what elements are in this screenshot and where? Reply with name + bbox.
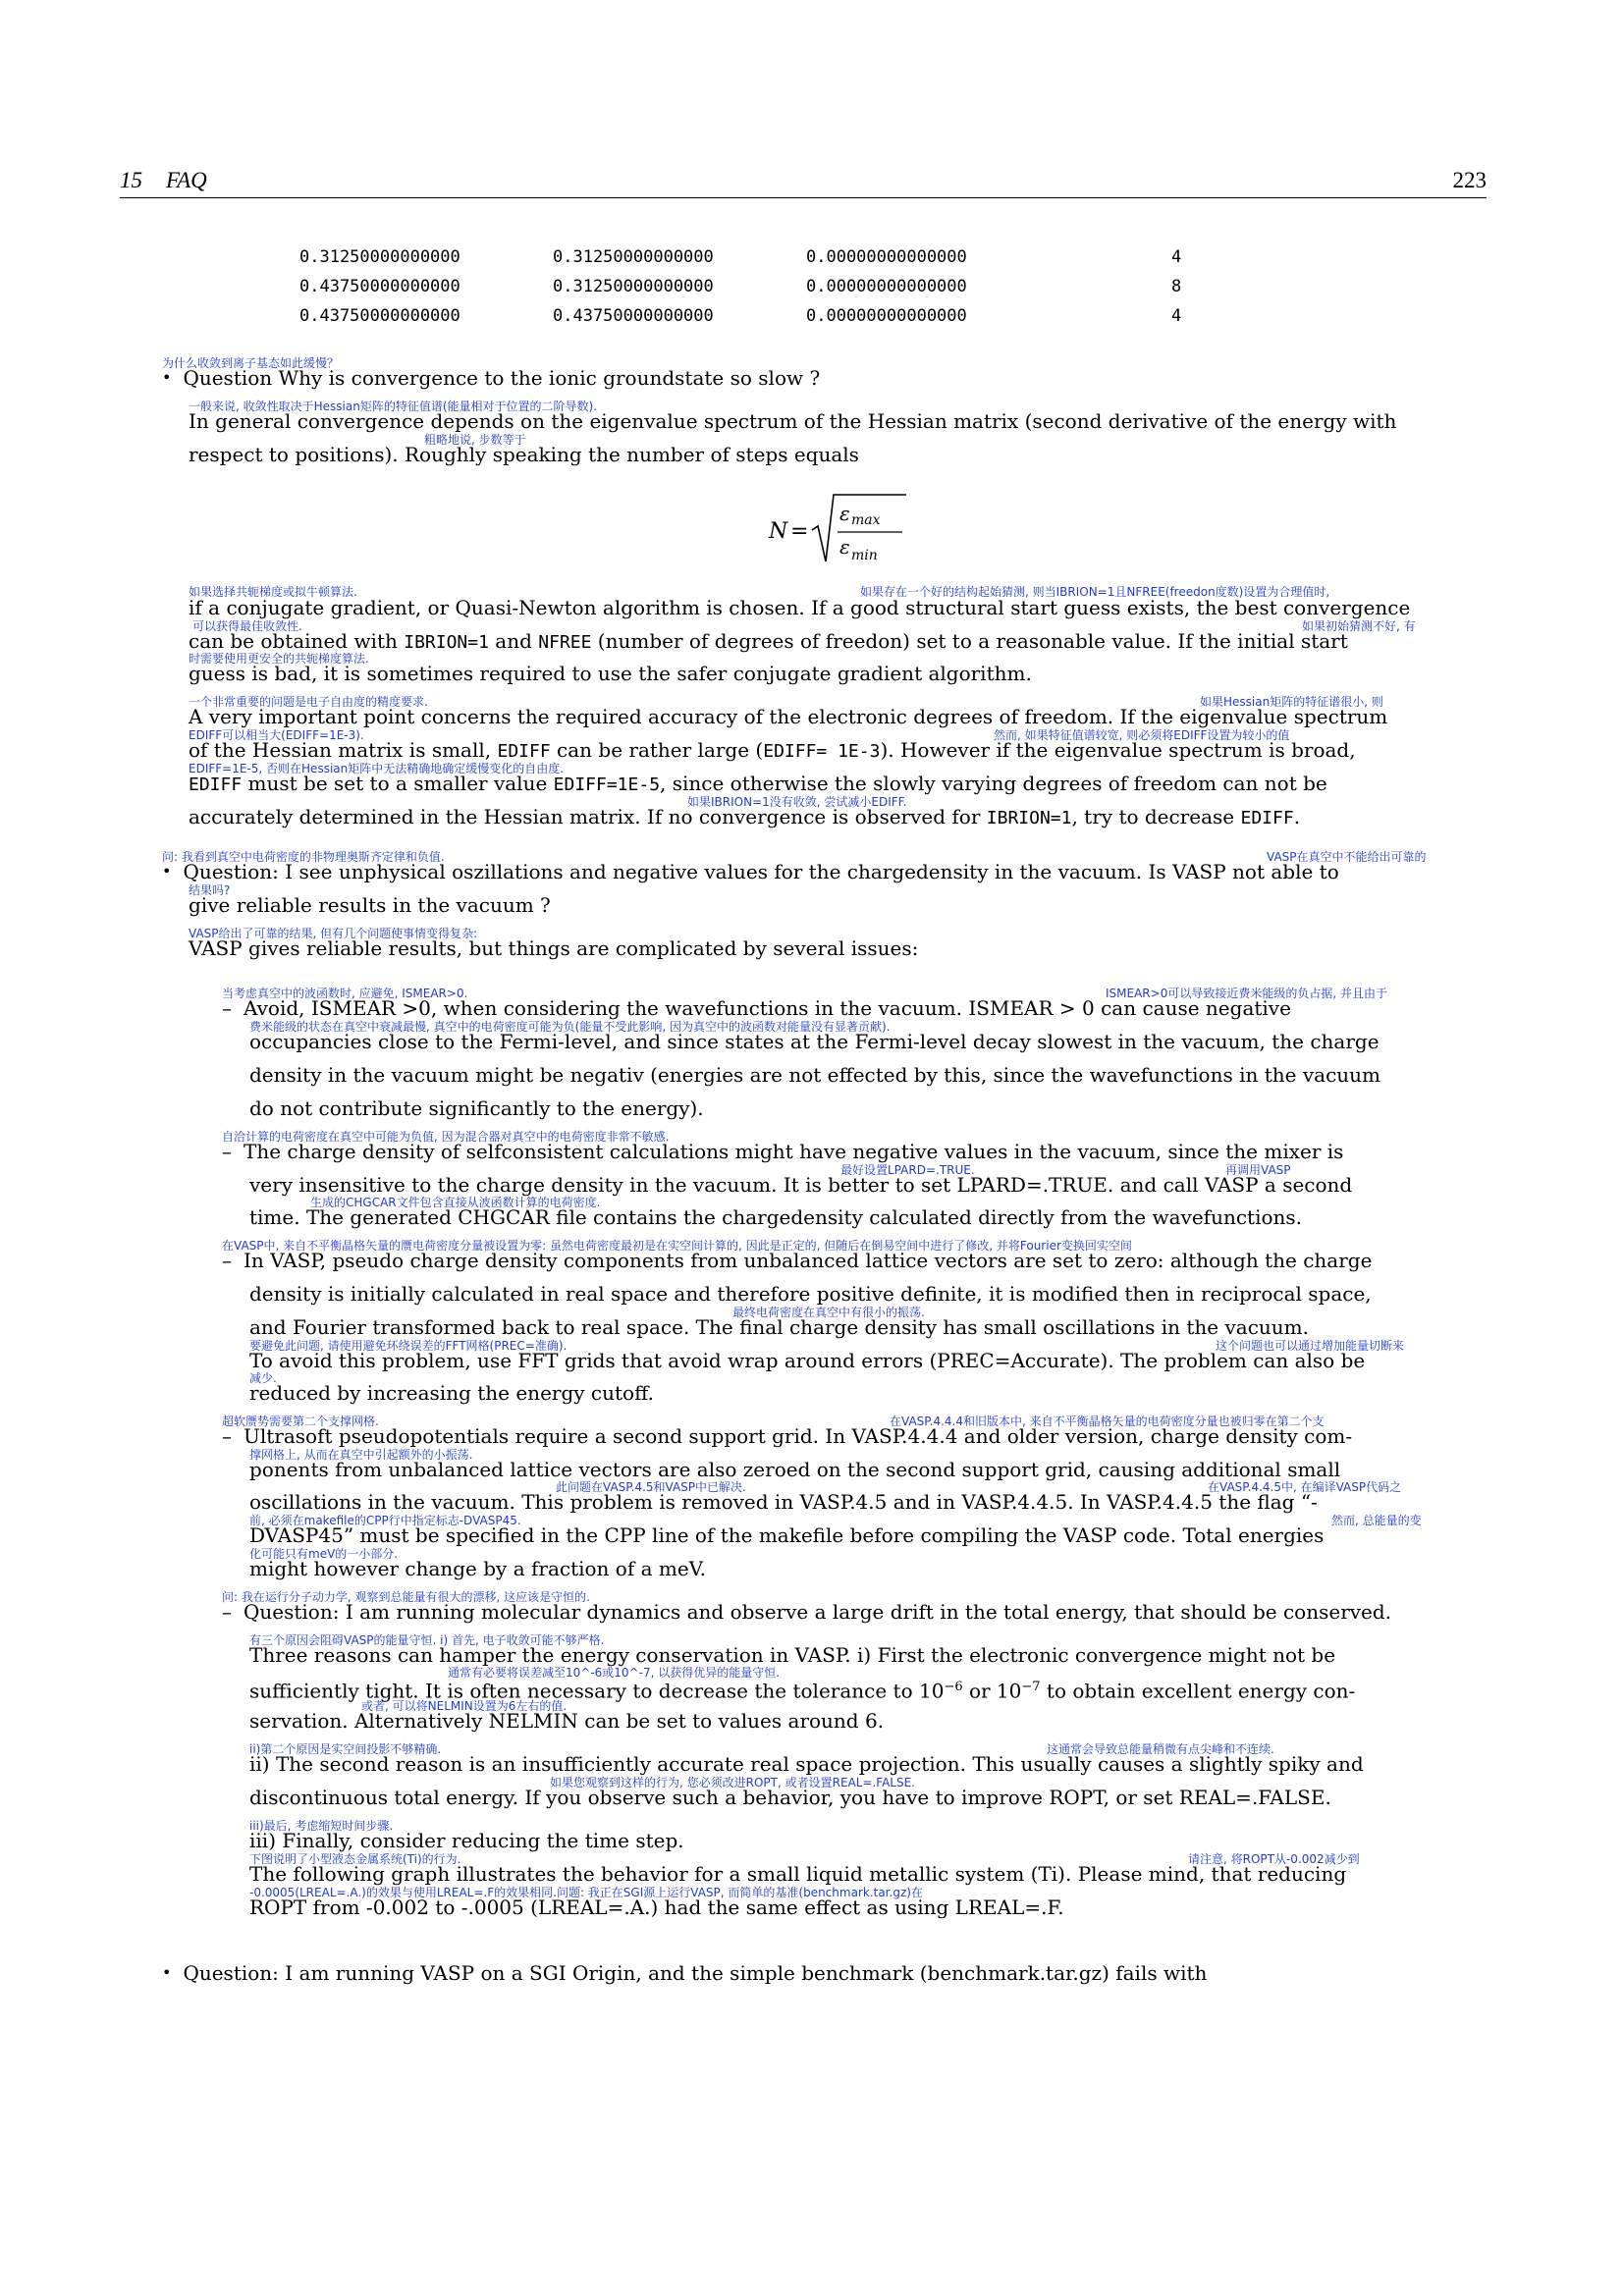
text-run: or 10 bbox=[962, 1679, 1022, 1703]
section-title: FAQ bbox=[166, 168, 207, 192]
cn-annotation: 一般来说, 收敛性取决于Hessian矩阵的特征值谱(能量相对于位置的二阶导数). bbox=[189, 400, 598, 413]
kpoint-cell: 0.43750000000000 bbox=[299, 277, 460, 296]
text-run: (number of degrees of freedon) set to a reasonable value. If the initial start bbox=[591, 629, 1348, 653]
code-run: EDIFF bbox=[1240, 808, 1294, 828]
cn-annotation: 费米能级的状态在真空中衰减最慢, 真空中的电荷密度可能为负(能量不受此影响, 因为真空中的波函数对能量没有显著贡献). bbox=[249, 1020, 891, 1034]
code-run: EDIFF=1E-5 bbox=[553, 774, 661, 795]
text-line: respect to positions). Roughly speaking the number of steps equals bbox=[189, 443, 859, 466]
question-2-text: Question: I see unphysical oszillations and negative values for the chargedensity in the vacuum. Is VASP not able to bbox=[183, 860, 1339, 883]
text-line: guess is bad, it is sometimes required to use the safer conjugate gradient algorithm. bbox=[189, 662, 1032, 685]
formula-den-sub: min bbox=[851, 548, 878, 563]
code-run: EDIFF bbox=[189, 774, 243, 795]
dash-item bbox=[222, 1600, 1391, 1624]
text-line: ii) The second reason is an insufficiently accurate real space projection. This usually causes a slightly spiky and bbox=[249, 1752, 1364, 1776]
text-line: occupancies close to the Fermi-level, and since states at the Fermi-level decay slowest in the vacuum, the charge bbox=[249, 1030, 1380, 1053]
text-line: density in the vacuum might be negativ (energies are not effected by this, since the wavefunctions in the vacuum bbox=[249, 1063, 1380, 1087]
kpoint-cell: 0.00000000000000 bbox=[806, 277, 967, 296]
code-run: EDIFF= 1E-3 bbox=[763, 741, 881, 762]
section-number: 15 bbox=[120, 168, 142, 192]
text-line: Three reasons can hamper the energy conservation in VASP. i) First the electronic convergence might not be bbox=[249, 1643, 1336, 1667]
code-run: NFREE bbox=[538, 632, 592, 653]
cn-annotation: 这个问题也可以通过增加能量切断来 bbox=[1216, 1339, 1405, 1353]
text-line: In general convergence depends on the eigenvalue spectrum of the Hessian matrix (second derivative of the energy with bbox=[189, 409, 1397, 433]
cn-annotation: 撑网格上, 从而在真空中引起额外的小振荡. bbox=[249, 1448, 473, 1462]
bullet: • bbox=[162, 862, 172, 881]
text-run: and bbox=[488, 629, 539, 653]
kpoint-weight: 8 bbox=[1171, 277, 1182, 296]
question-3-text: Question: I am running VASP on a SGI Origin, and the simple benchmark (benchmark.tar.gz) fails with bbox=[183, 1961, 1208, 1985]
cn-annotation: 如果您观察到这样的行为, 您必须改进ROPT, 或者设置REAL=.FALSE. bbox=[550, 1776, 916, 1789]
kpoint-weight: 4 bbox=[1171, 247, 1182, 267]
question-3 bbox=[162, 1961, 1207, 1987]
text-run: can be rather large ( bbox=[550, 738, 764, 762]
text-line: time. The generated CHGCAR file contains the chargedensity calculated directly from the wavefunctions. bbox=[249, 1205, 1303, 1229]
cn-annotation: 时需要使用更安全的共轭梯度算法. bbox=[189, 652, 369, 666]
code-run: EDIFF bbox=[497, 741, 551, 762]
dash-marker: – bbox=[222, 996, 232, 1020]
text-line: and Fourier transformed back to real space. The final charge density has small oscillations in the vacuum. bbox=[249, 1315, 1309, 1339]
text-line: might however change by a fraction of a meV. bbox=[249, 1557, 706, 1580]
cn-annotation: 前, 必须在makefile的CPP行中指定标志-DVASP45. bbox=[249, 1514, 521, 1527]
cn-annotation: 化可能只有meV的一小部分. bbox=[249, 1547, 399, 1561]
cn-annotation: 结果吗? bbox=[189, 883, 231, 897]
text-line: very insensitive to the charge density in the vacuum. It is better to set LPARD=.TRUE. and call VASP a second bbox=[249, 1173, 1353, 1197]
text-line: The following graph illustrates the behavior for a small liquid metallic system (Ti). Please mind, that reducing bbox=[249, 1862, 1347, 1886]
text-run: The charge density of selfconsistent calculations might have negative values in the vacuum, since the mixer is bbox=[243, 1140, 1344, 1163]
cn-annotation: 问: 我在运行分子动力学, 观察到总能量有很大的漂移, 这应该是守恒的. bbox=[222, 1590, 590, 1604]
text-run: Question: I am running molecular dynamics and observe a large drift in the total energy, that should be conserved. bbox=[243, 1600, 1392, 1624]
cn-annotation: 如果初始猜测不好, 有 bbox=[1302, 619, 1416, 633]
text-line: reduced by increasing the energy cutoff. bbox=[249, 1381, 654, 1405]
kpoint-cell: 0.43750000000000 bbox=[299, 306, 460, 326]
text-line: density is initially calculated in real space and therefore positive definite, it is modified then in reciprocal space, bbox=[249, 1282, 1372, 1306]
bullet: • bbox=[162, 1963, 172, 1982]
cn-annotation: 下图说明了小型液态金属系统(Ti)的行为. bbox=[249, 1852, 461, 1866]
cn-annotation: 生成的CHGCAR文件包含直接从波函数计算的电荷密度. bbox=[310, 1196, 601, 1209]
cn-annotation: ISMEAR>0可以导致接近费米能级的负占据, 并且由于 bbox=[1106, 987, 1387, 1000]
text-run: of the Hessian matrix is small, bbox=[189, 738, 498, 762]
text-line bbox=[189, 772, 1327, 797]
formula-num: ε bbox=[839, 502, 850, 525]
dash-item bbox=[222, 1140, 1343, 1163]
cn-annotation: 如果Hessian矩阵的特征谱很小, 则 bbox=[1200, 695, 1383, 709]
cn-annotation: 或者, 可以将NELMIN设置为6左右的值. bbox=[361, 1699, 568, 1713]
dash-marker: – bbox=[222, 1140, 232, 1163]
header-rule bbox=[120, 197, 1487, 198]
cn-annotation: -0.0005(LREAL=.A.)的效果与使用LREAL=.F的效果相同.问题: 我正在SGI源上运行VASP, 而简单的基准(benchmark.tar.gz)在 bbox=[249, 1886, 923, 1899]
text-run: , try to decrease bbox=[1071, 805, 1241, 828]
cn-annotation: VASP给出了可靠的结果, 但有几个问题使事情变得复杂: bbox=[189, 927, 478, 940]
cn-annotation: 此问题在VASP.4.5和VASP中已解决. bbox=[556, 1480, 746, 1494]
dash-marker: – bbox=[222, 1249, 232, 1272]
cn-annotation: 要避免此问题, 请使用避免环绕误差的FFT网格(PREC=准确). bbox=[249, 1339, 568, 1353]
text-run: can be obtained with bbox=[189, 629, 405, 653]
steps-formula bbox=[769, 491, 906, 569]
cn-annotation: 当考虑真空中的波函数时, 应避免, ISMEAR>0. bbox=[222, 987, 468, 1000]
text-line: A very important point concerns the required accuracy of the electronic degrees of freedom. If the eigenvalue spectrum bbox=[189, 705, 1388, 728]
cn-annotation: 超软赝势需要第二个支撑网格. bbox=[222, 1415, 379, 1428]
page-number: 223 bbox=[1452, 168, 1487, 192]
formula-svg bbox=[769, 491, 906, 569]
text-line: VASP gives reliable results, but things are complicated by several issues: bbox=[189, 936, 919, 960]
cn-annotation: 这通常会导致总能量稍微有点尖峰和不连续. bbox=[1047, 1742, 1274, 1756]
cn-annotation: 如果存在一个好的结构起始猜测, 则当IBRION=1且NFREE(freedon度数)设置为合理值时, bbox=[860, 585, 1330, 599]
code-run: IBRION=1 bbox=[404, 632, 489, 653]
kpoint-cell: 0.31250000000000 bbox=[553, 247, 714, 267]
kpoint-cell: 0.00000000000000 bbox=[806, 247, 967, 267]
text-run: . bbox=[1293, 805, 1301, 828]
cn-annotation: 问: 我看到真空中电荷密度的非物理奥斯齐定律和负值. bbox=[162, 850, 445, 864]
text-line: To avoid this problem, use FFT grids that avoid wrap around errors (PREC=Accurate). The problem can also be bbox=[249, 1349, 1366, 1372]
cn-annotation: VASP在真空中不能给出可靠的 bbox=[1267, 850, 1427, 864]
formula-lhs: N bbox=[769, 519, 788, 544]
text-run: ). However if the eigenvalue spectrum is broad, bbox=[880, 738, 1356, 762]
text-line: iii) Finally, consider reducing the time step. bbox=[249, 1829, 684, 1852]
kpoint-weight: 4 bbox=[1171, 306, 1182, 326]
cn-annotation: 粗略地说, 步数等于 bbox=[424, 433, 526, 447]
question-1 bbox=[162, 366, 820, 392]
cn-annotation: 最好设置LPARD=.TRUE. bbox=[840, 1163, 975, 1177]
cn-annotation: 再调用VASP bbox=[1225, 1163, 1291, 1177]
code-run: IBRION=1 bbox=[986, 808, 1072, 828]
text-run: , since otherwise the slowly varying degrees of freedom can not be bbox=[660, 772, 1327, 795]
text-run: Ultrasoft pseudopotentials require a second support grid. In VASP.4.4.4 and older version, charge density com- bbox=[243, 1424, 1353, 1448]
dash-marker: – bbox=[222, 1600, 232, 1624]
cn-annotation: 最终电荷密度在真空中有很小的振荡. bbox=[732, 1306, 925, 1319]
bullet: • bbox=[162, 368, 172, 387]
text-line: DVASP45” must be specified in the CPP line of the makefile before compiling the VASP code. Total energies bbox=[249, 1523, 1325, 1547]
cn-annotation: 可以获得最佳收敛性. bbox=[192, 619, 302, 633]
text-line: oscillations in the vacuum. This problem is removed in VASP.4.5 and in VASP.4.4.5. In VASP.4.4.5 the flag “- bbox=[249, 1490, 1318, 1514]
cn-annotation: 如果IBRION=1没有收敛, 尝试减小EDIFF. bbox=[687, 795, 907, 809]
superscript: −7 bbox=[1021, 1680, 1041, 1694]
text-line: servation. Alternatively NELMIN can be set to values around 6. bbox=[249, 1709, 885, 1733]
running-header bbox=[120, 168, 1487, 197]
dash-item bbox=[222, 1424, 1352, 1448]
text-run: Avoid, ISMEAR >0, when considering the wavefunctions in the vacuum. ISMEAR > 0 can cause negative bbox=[243, 996, 1291, 1020]
text-run: must be set to a smaller value bbox=[242, 772, 554, 795]
cn-annotation: 在VASP.4.4.5中, 在编译VASP代码之 bbox=[1208, 1480, 1402, 1494]
formula-equals: = bbox=[790, 519, 809, 544]
text-run: to obtain excellent energy con- bbox=[1040, 1679, 1356, 1703]
dash-item bbox=[222, 1249, 1372, 1272]
kpoint-cell: 0.31250000000000 bbox=[299, 247, 460, 267]
text-run: accurately determined in the Hessian matrix. If no convergence is observed for bbox=[189, 805, 987, 828]
dash-marker: – bbox=[222, 1424, 232, 1448]
cn-annotation: ii)第二个原因是实空间投影不够精确. bbox=[249, 1742, 442, 1756]
cn-annotation: 然而, 如果特征值谱较宽, 则必须将EDIFF设置为较小的值 bbox=[994, 728, 1290, 742]
text-line bbox=[189, 805, 1300, 830]
formula-den: ε bbox=[839, 535, 850, 559]
text-line: give reliable results in the vacuum ? bbox=[189, 893, 551, 917]
cn-annotation: 为什么收敛到离子基态如此缓慢？ bbox=[162, 356, 340, 370]
question-1-text: Question Why is convergence to the ionic groundstate so slow ? bbox=[183, 366, 821, 390]
cn-annotation: 然而, 总能量的变 bbox=[1331, 1514, 1422, 1527]
cn-annotation: 有三个原因会阻碍VASP的能量守恒. i) 首先, 电子收敛可能不够严格. bbox=[249, 1633, 605, 1647]
formula-num-sub: max bbox=[851, 512, 881, 528]
question-2 bbox=[162, 860, 1339, 885]
cn-annotation: iii)最后, 考虑缩短时间步骤. bbox=[249, 1819, 394, 1833]
text-run: In VASP, pseudo charge density components from unbalanced lattice vectors are set to zero: although the charge bbox=[243, 1249, 1373, 1272]
cn-annotation: 通常有必要将误差减至10^-6或10^-7, 以获得优异的能量守恒. bbox=[448, 1666, 781, 1680]
superscript: −6 bbox=[944, 1680, 963, 1694]
text-line bbox=[189, 738, 1356, 764]
text-run: sufficiently tight. It is often necessary to decrease the tolerance to 10 bbox=[249, 1679, 945, 1703]
cn-annotation: 在VASP中, 来自不平衡晶格矢量的赝电荷密度分量被设置为零: 虽然电荷密度最初是在实空间计算的, 因此是正定的, 但随后在倒易空间中进行了修改, 并将Fourier变换回实空间 bbox=[222, 1239, 1132, 1253]
cn-annotation: 请注意, 将ROPT从-0.002减少到 bbox=[1188, 1852, 1360, 1866]
cn-annotation: EDIFF=1E-5, 否则在Hessian矩阵中无法精确地确定缓慢变化的自由度. bbox=[189, 762, 565, 775]
dash-item bbox=[222, 996, 1291, 1020]
text-line: ponents from unbalanced lattice vectors are also zeroed on the second support grid, causing additional small bbox=[249, 1458, 1341, 1481]
kpoint-cell: 0.31250000000000 bbox=[553, 277, 714, 296]
text-line: do not contribute significantly to the energy). bbox=[249, 1096, 704, 1120]
cn-annotation: 自洽计算的电荷密度在真空中可能为负值, 因为混合器对真空中的电荷密度非常不敏感. bbox=[222, 1130, 670, 1144]
cn-annotation: EDIFF可以相当大(EDIFF=1E-3). bbox=[189, 728, 364, 742]
text-line: ROPT from -0.002 to -.0005 (LREAL=.A.) had the same effect as using LREAL=.F. bbox=[249, 1896, 1064, 1919]
section-heading bbox=[120, 168, 207, 193]
cn-annotation: 减少. bbox=[249, 1371, 277, 1385]
cn-annotation: 在VASP.4.4.4和旧版本中, 来自不平衡晶格矢量的电荷密度分量也被归零在第二个支 bbox=[890, 1415, 1325, 1428]
cn-annotation: 一个非常重要的问题是电子自由度的精度要求. bbox=[189, 695, 428, 709]
cn-annotation: 如果选择共轭梯度或拟牛顿算法. bbox=[189, 585, 357, 599]
text-line: if a conjugate gradient, or Quasi-Newton algorithm is chosen. If a good structural start guess exists, the best convergence bbox=[189, 596, 1411, 619]
kpoint-cell: 0.00000000000000 bbox=[806, 306, 967, 326]
text-line: discontinuous total energy. If you observe such a behavior, you have to improve ROPT, or set REAL=.FALSE. bbox=[249, 1786, 1331, 1809]
kpoint-cell: 0.43750000000000 bbox=[553, 306, 714, 326]
